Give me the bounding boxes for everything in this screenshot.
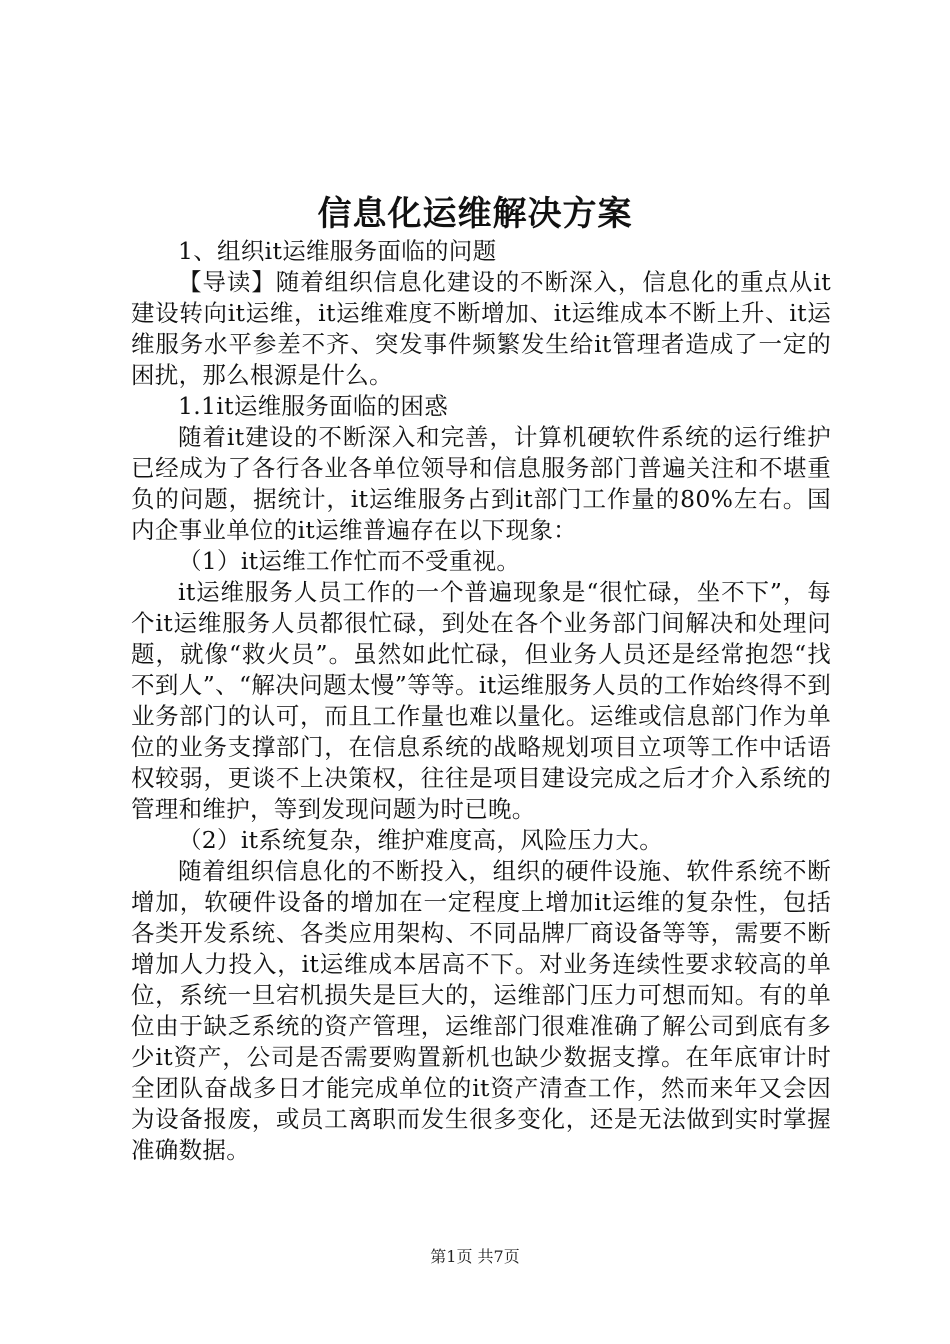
document-title: 信息化运维解决方案 [317, 194, 633, 234]
body-paragraph: 随着组织信息化的不断投入，组织的硬件设施、软件系统不断增加，软硬件设备的增加在一定程度上增加it运维的复杂性，包括各类开发系统、各类应用架构、不同品牌厂商设备等等，需要不断增加人力投入，it运维成本居高不下。对业务连续性要求较高的单位，系统一旦宕机损失是巨大的，运维部门压力可想而知。有的单位由于缺乏系统的资产管理，运维部门很难准确了解公司到底有多少it资产，公司是否需要购置新机也缺少数据支撑。在年底审计时全团队奋战多日才能完成单位的it资产清查工作，然而来年又会因为设备报废，或员工离职而发生很多变化，还是无法做到实时掌握准确数据。 [131, 857, 831, 1164]
page-number-footer: 第1页 共7页 [430, 1247, 520, 1266]
section-heading-1: 1、组织it运维服务面临的问题 [178, 237, 497, 265]
document-body [131, 236, 831, 1166]
body-paragraph: it运维服务人员工作的一个普遍现象是“很忙碌，坐不下”，每个it运维服务人员都很忙碌，到处在各个业务部门间解决和处理问题，就像“救火员”。虽然如此忙碌，但业务人员还是经常抱怨“找不到人”、“解决问题太慢”等等。it运维服务人员的工作始终得不到业务部门的认可，而且工作量也难以量化。运维或信息部门作为单位的业务支撑部门，在信息系统的战略规划项目立项等工作中话语权较弱，更谈不上决策权，往往是项目建设完成之后才介入系统的管理和维护，等到发现问题为时已晚。 [131, 578, 831, 823]
body-paragraph: 随着it建设的不断深入和完善，计算机硬软件系统的运行维护已经成为了各行各业各单位领导和信息服务部门普遍关注和不堪重负的问题，据统计，it运维服务占到it部门工作量的80%左右。国内企事业单位的it运维普遍存在以下现象： [131, 423, 831, 544]
section-heading-1-1: 1.1it运维服务面临的困惑 [178, 392, 449, 420]
point-heading-1: （1）it运维工作忙而不受重视。 [178, 547, 521, 575]
intro-paragraph: 【导读】随着组织信息化建设的不断深入，信息化的重点从it建设转向it运维，it运维难度不断增加、it运维成本不断上升、it运维服务水平参差不齐、突发事件频繁发生给it管理者造成了一定的困扰，那么根源是什么。 [131, 268, 831, 389]
point-heading-2: （2）it系统复杂，维护难度高，风险压力大。 [178, 826, 664, 854]
